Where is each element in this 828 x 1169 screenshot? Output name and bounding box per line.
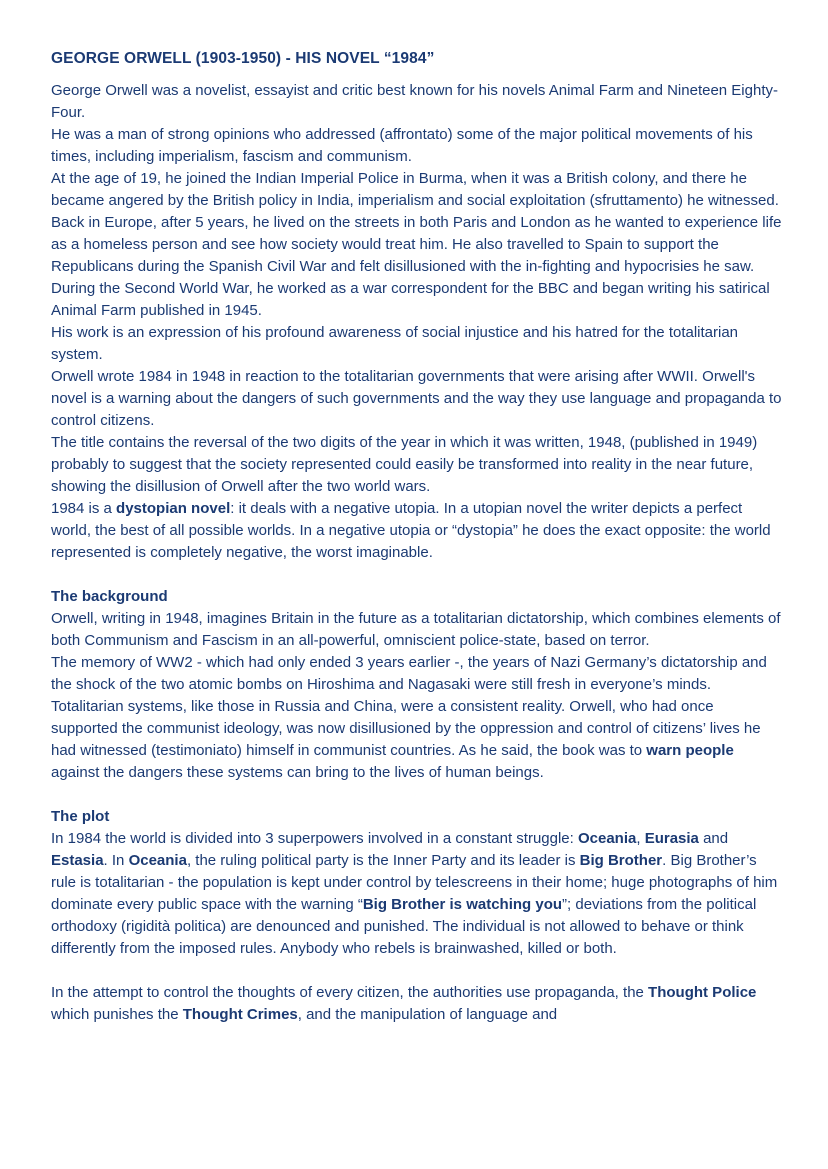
intro-paragraph: His work is an expression of his profound awareness of social injustice and his hatred for the totalitarian system. [51,324,739,363]
bold-term: Oceania [577,830,637,847]
plot-paragraph [51,828,782,960]
intro-paragraph: During the Second World War, he worked as a war correspondent for the BBC and began writing his satirical Animal Farm published in 1945. [51,280,770,319]
bold-term: Big Brother [579,852,663,869]
text-run: : it deals with a negative utopia. In a utopian novel the writer depicts a perfect world, the best of all possible worlds. In a negative utopia or “dystopia” he does the exact opposite: the world represented is completely negative, the worst imaginable. [51,500,771,561]
bold-term: dystopian novel [116,500,231,517]
document-title: GEORGE ORWELL (1903-1950) - HIS NOVEL “1984” [51,50,435,67]
text-run: , [636,830,645,847]
background-paragraph: Orwell, writing in 1948, imagines Britain in the future as a totalitarian dictatorship, which combines elements of both Communism and Fascism in an all-powerful, omniscient police-state, based on terror. [51,610,781,649]
text-run: which punishes the [51,1006,183,1023]
text-run: and [698,830,729,847]
intro-paragraph: The title contains the reversal of the two digits of the year in which it was written, 1948, (published in 1949) probably to suggest that the society represented could easily be transformed into reality in the near future, showing the disillusion of Orwell after the two world wars. [51,434,758,495]
intro-paragraph [51,498,782,564]
bold-term: Thought Crimes [182,1006,298,1023]
text-run: . Big Brother’s rule is totalitarian - the population is kept under control by telescreens in their home; huge photographs of him dominate every public space with the warning “ [51,852,778,913]
bold-term: warn people [646,742,734,759]
bold-term: Big Brother is watching you [362,896,563,913]
text-run: . In [103,852,129,869]
bold-term: Oceania [128,852,187,869]
text-run: 1984 is a [51,500,117,517]
bold-term: Thought Police [648,984,757,1001]
bold-term: Estasia [51,852,104,869]
text-run: In the attempt to control the thoughts of every citizen, the authorities use propaganda, the [51,984,649,1001]
plot-paragraph [51,982,782,1026]
intro-paragraph: Orwell wrote 1984 in 1948 in reaction to the totalitarian governments that were arising after WWII. Orwell's novel is a warning about the dangers of such governments and the way they use language and propaganda to control citizens. [51,368,782,429]
text-run: , the ruling political party is the Inner Party and its leader is [186,852,580,869]
section-heading-plot: The plot [51,808,110,825]
text-run: ”; deviations from the political orthodoxy (rigidità politica) are denounced and punished. The individual is not allowed to behave or think differently from the imposed rules. Anybody who rebels is brainwashed, killed or both. [51,896,757,957]
background-paragraph [51,652,782,784]
text-run: against the dangers these systems can bring to the lives of human beings. [51,764,544,781]
intro-paragraph: George Orwell was a novelist, essayist and critic best known for his novels Animal Farm and Nineteen Eighty-Four. [51,82,778,121]
intro-paragraph: He was a man of strong opinions who addressed (affrontato) some of the major political movements of his times, including imperialism, fascism and communism. [51,126,753,165]
text-run: , and the manipulation of language and [297,1006,558,1023]
intro-paragraph: At the age of 19, he joined the Indian Imperial Police in Burma, when it was a British colony, and there he became angered by the British policy in India, imperialism and social exploitation (sfruttamento) he witnessed. Back in Europe, after 5 years, he lived on the streets in both Paris and London as he wanted to experience life as a homeless person and see how society would treat him. He also travelled to Spain to support the Republicans during the Spanish Civil War and felt disillusioned with the in-fighting and hypocrisies he saw. [51,170,782,275]
text-run: In 1984 the world is divided into 3 superpowers involved in a constant struggle: [51,830,578,847]
text-run: The memory of WW2 - which had only ended 3 years earlier -, the years of Nazi Germany’s dictatorship and the shock of the two atomic bombs on Hiroshima and Nagasaki were still fresh in everyone’s minds. Totalitarian systems, like those in Russia and China, were a consistent reality. Orwell, who had once supported the communist ideology, was now disillusioned by the oppression and control of citizens’ lives he had witnessed (testimoniato) himself in communist countries. As he said, the book was to [51,654,767,759]
bold-term: Eurasia [644,830,699,847]
section-heading-background: The background [51,588,168,605]
